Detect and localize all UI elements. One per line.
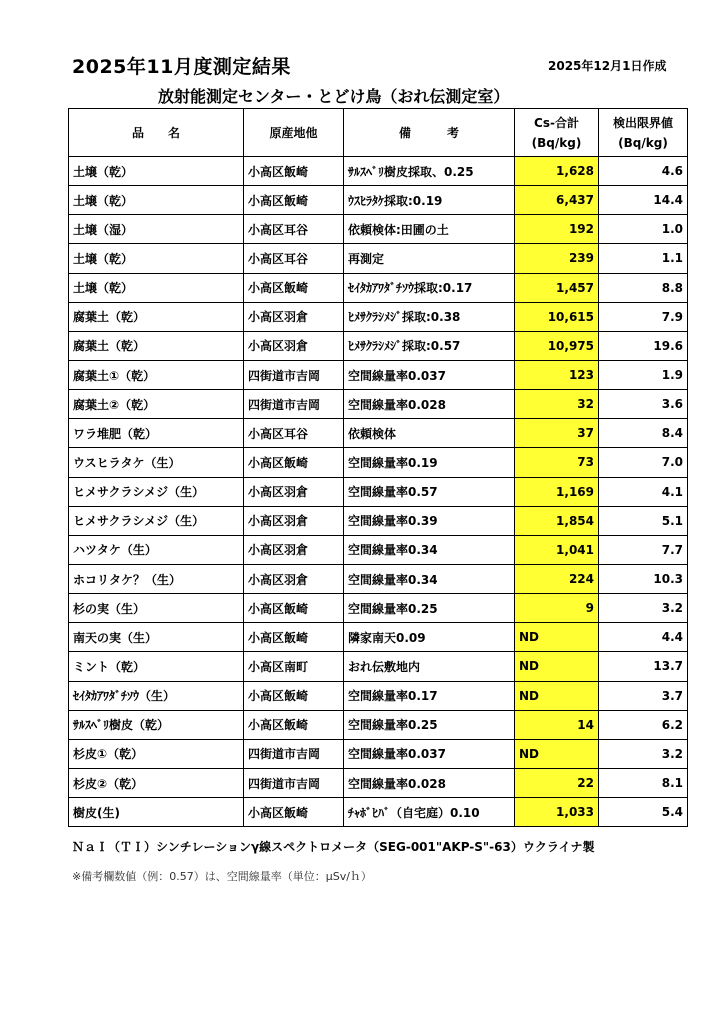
cell-origin: 小高区耳谷 [244, 244, 344, 273]
cell-cs-total: 32 [515, 390, 599, 419]
table-row [69, 273, 688, 302]
cell-origin: 四街道市吉岡 [244, 739, 344, 768]
cell-origin: 小高区飯崎 [244, 186, 344, 215]
cell-cs-total: 1,041 [515, 535, 599, 564]
cell-origin: 小高区羽倉 [244, 477, 344, 506]
cell-remarks: ｻﾙｽﾍﾞﾘ樹皮採取、0.25 [344, 157, 515, 186]
cell-item: 腐葉土（乾） [69, 331, 244, 360]
cell-cs-total: ND [515, 652, 599, 681]
cell-detection-limit: 3.6 [599, 390, 688, 419]
table-row [69, 390, 688, 419]
cell-remarks: ｾｲﾀｶｱﾜﾀﾞﾁｿｳ採取:0.17 [344, 273, 515, 302]
cell-cs-total: ND [515, 623, 599, 652]
remarks-note: ※備考欄数値（例：0.57）は、空間線量率（単位：μSv/ｈ） [72, 870, 372, 883]
cell-remarks: 空間線量率0.34 [344, 564, 515, 593]
cell-cs-total: 6,437 [515, 186, 599, 215]
table-row [69, 535, 688, 564]
cell-remarks: 空間線量率0.028 [344, 390, 515, 419]
col-header-cs-label: Cs-合計 [534, 115, 579, 130]
cell-detection-limit: 4.4 [599, 623, 688, 652]
table-body [69, 157, 688, 827]
col-header-origin: 原産地他 [244, 109, 344, 157]
cell-cs-total: 239 [515, 244, 599, 273]
cell-detection-limit: 7.9 [599, 302, 688, 331]
cell-cs-total: 1,033 [515, 798, 599, 827]
created-date: 2025年12月1日作成 [548, 59, 667, 73]
cell-detection-limit: 3.2 [599, 594, 688, 623]
table-row [69, 623, 688, 652]
cell-item: 土壌（乾） [69, 157, 244, 186]
page-subtitle: 放射能測定センター・とどけ鳥（おれ伝測定室） [158, 87, 510, 106]
cell-remarks: 空間線量率0.028 [344, 768, 515, 797]
cell-remarks: ﾋﾒｻｸﾗｼﾒｼﾞ採取:0.38 [344, 302, 515, 331]
table-row [69, 448, 688, 477]
cell-origin: 小高区南町 [244, 652, 344, 681]
cell-remarks: 空間線量率0.19 [344, 448, 515, 477]
cell-item: 腐葉土①（乾） [69, 360, 244, 389]
cell-item: 土壌（乾） [69, 244, 244, 273]
cell-item: ウスヒラタケ（生） [69, 448, 244, 477]
cell-detection-limit: 7.7 [599, 535, 688, 564]
cell-remarks: 空間線量率0.34 [344, 535, 515, 564]
results-table [68, 108, 688, 827]
col-header-limit-label: 検出限界値 [612, 115, 673, 130]
cell-item: 樹皮(生) [69, 798, 244, 827]
cell-origin: 小高区飯崎 [244, 157, 344, 186]
cell-item: 土壌（乾） [69, 186, 244, 215]
cell-remarks: 空間線量率0.25 [344, 710, 515, 739]
table-row [69, 477, 688, 506]
cell-item: ワラ堆肥（乾） [69, 419, 244, 448]
cell-item: 杉の実（生） [69, 594, 244, 623]
table-row [69, 710, 688, 739]
cell-cs-total: 1,169 [515, 477, 599, 506]
col-header-cs-unit: (Bq/kg) [531, 135, 582, 150]
cell-item: 腐葉土②（乾） [69, 390, 244, 419]
col-header-item: 品 名 [69, 109, 244, 157]
cell-detection-limit: 1.1 [599, 244, 688, 273]
table-row [69, 244, 688, 273]
cell-origin: 四街道市吉岡 [244, 360, 344, 389]
cell-remarks: 隣家南天0.09 [344, 623, 515, 652]
cell-remarks: 空間線量率0.57 [344, 477, 515, 506]
cell-item: ハツタケ（生） [69, 535, 244, 564]
cell-origin: 小高区飯崎 [244, 623, 344, 652]
col-header-remarks: 備 考 [344, 109, 515, 157]
table-row [69, 739, 688, 768]
cell-cs-total: 224 [515, 564, 599, 593]
cell-detection-limit: 6.2 [599, 710, 688, 739]
cell-cs-total: 14 [515, 710, 599, 739]
cell-origin: 小高区羽倉 [244, 564, 344, 593]
cell-cs-total: ND [515, 739, 599, 768]
cell-item: ｻﾙｽﾍﾞﾘ樹皮（乾） [69, 710, 244, 739]
cell-detection-limit: 5.1 [599, 506, 688, 535]
cell-detection-limit: 4.6 [599, 157, 688, 186]
cell-cs-total: 10,975 [515, 331, 599, 360]
col-header-cs [515, 109, 599, 157]
cell-remarks: 空間線量率0.037 [344, 739, 515, 768]
cell-remarks: ﾁｬﾎﾞﾋﾊﾞ（自宅庭）0.10 [344, 798, 515, 827]
cell-item: ｾｲﾀｶｱﾜﾀﾞﾁｿｳ（生） [69, 681, 244, 710]
cell-detection-limit: 3.2 [599, 739, 688, 768]
cell-origin: 四街道市吉岡 [244, 768, 344, 797]
cell-cs-total: 22 [515, 768, 599, 797]
cell-item: ホコリタケ？（生） [69, 564, 244, 593]
cell-origin: 小高区飯崎 [244, 798, 344, 827]
table-row [69, 798, 688, 827]
cell-origin: 小高区羽倉 [244, 506, 344, 535]
cell-detection-limit: 8.4 [599, 419, 688, 448]
table-row [69, 302, 688, 331]
cell-item: 腐葉土（乾） [69, 302, 244, 331]
cell-origin: 小高区飯崎 [244, 681, 344, 710]
cell-remarks: 依頼検体:田圃の土 [344, 215, 515, 244]
table-row [69, 419, 688, 448]
table-row [69, 186, 688, 215]
cell-cs-total: 9 [515, 594, 599, 623]
page-title: 2025年11月度測定結果 [72, 56, 291, 78]
cell-remarks: 再測定 [344, 244, 515, 273]
cell-origin: 小高区耳谷 [244, 215, 344, 244]
table-row [69, 215, 688, 244]
table-row [69, 768, 688, 797]
cell-cs-total: 1,457 [515, 273, 599, 302]
cell-item: 南天の実（生） [69, 623, 244, 652]
cell-item: ミント（乾） [69, 652, 244, 681]
cell-detection-limit: 8.8 [599, 273, 688, 302]
cell-remarks: ｳｽﾋﾗﾀｹ採取:0.19 [344, 186, 515, 215]
cell-remarks: 空間線量率0.39 [344, 506, 515, 535]
cell-origin: 小高区羽倉 [244, 302, 344, 331]
cell-detection-limit: 1.0 [599, 215, 688, 244]
table-header-row [69, 109, 688, 157]
cell-remarks: 空間線量率0.17 [344, 681, 515, 710]
cell-cs-total: 192 [515, 215, 599, 244]
table-row [69, 681, 688, 710]
table-row [69, 652, 688, 681]
cell-cs-total: 37 [515, 419, 599, 448]
instrument-note: ＮａＩ（ＴＩ）シンチレーションγ線スペクトロメータ（SEG-001"AKP-S"-63）ウクライナ製 [72, 840, 595, 854]
cell-origin: 四街道市吉岡 [244, 390, 344, 419]
cell-item: 土壌（湿） [69, 215, 244, 244]
table-row [69, 506, 688, 535]
cell-detection-limit: 3.7 [599, 681, 688, 710]
cell-remarks: 空間線量率0.25 [344, 594, 515, 623]
cell-detection-limit: 19.6 [599, 331, 688, 360]
cell-origin: 小高区羽倉 [244, 331, 344, 360]
col-header-limit-unit: (Bq/kg) [618, 135, 668, 150]
table-row [69, 564, 688, 593]
cell-detection-limit: 14.4 [599, 186, 688, 215]
cell-detection-limit: 4.1 [599, 477, 688, 506]
table-row [69, 594, 688, 623]
cell-cs-total: 73 [515, 448, 599, 477]
cell-cs-total: 123 [515, 360, 599, 389]
cell-item: ヒメサクラシメジ（生） [69, 477, 244, 506]
table-row [69, 157, 688, 186]
cell-item: 杉皮①（乾） [69, 739, 244, 768]
cell-detection-limit: 10.3 [599, 564, 688, 593]
cell-origin: 小高区羽倉 [244, 535, 344, 564]
cell-remarks: おれ伝敷地内 [344, 652, 515, 681]
cell-item: 土壌（乾） [69, 273, 244, 302]
cell-detection-limit: 1.9 [599, 360, 688, 389]
cell-origin: 小高区飯崎 [244, 594, 344, 623]
cell-detection-limit: 7.0 [599, 448, 688, 477]
cell-detection-limit: 8.1 [599, 768, 688, 797]
cell-remarks: 空間線量率0.037 [344, 360, 515, 389]
cell-cs-total: ND [515, 681, 599, 710]
cell-remarks: 依頼検体 [344, 419, 515, 448]
cell-origin: 小高区耳谷 [244, 419, 344, 448]
table-row [69, 331, 688, 360]
cell-cs-total: 10,615 [515, 302, 599, 331]
cell-origin: 小高区飯崎 [244, 273, 344, 302]
cell-origin: 小高区飯崎 [244, 448, 344, 477]
cell-detection-limit: 13.7 [599, 652, 688, 681]
table-row [69, 360, 688, 389]
col-header-limit [599, 109, 688, 157]
cell-remarks: ﾋﾒｻｸﾗｼﾒｼﾞ採取:0.57 [344, 331, 515, 360]
cell-cs-total: 1,628 [515, 157, 599, 186]
cell-detection-limit: 5.4 [599, 798, 688, 827]
cell-item: ヒメサクラシメジ（生） [69, 506, 244, 535]
cell-origin: 小高区飯崎 [244, 710, 344, 739]
cell-cs-total: 1,854 [515, 506, 599, 535]
cell-item: 杉皮②（乾） [69, 768, 244, 797]
